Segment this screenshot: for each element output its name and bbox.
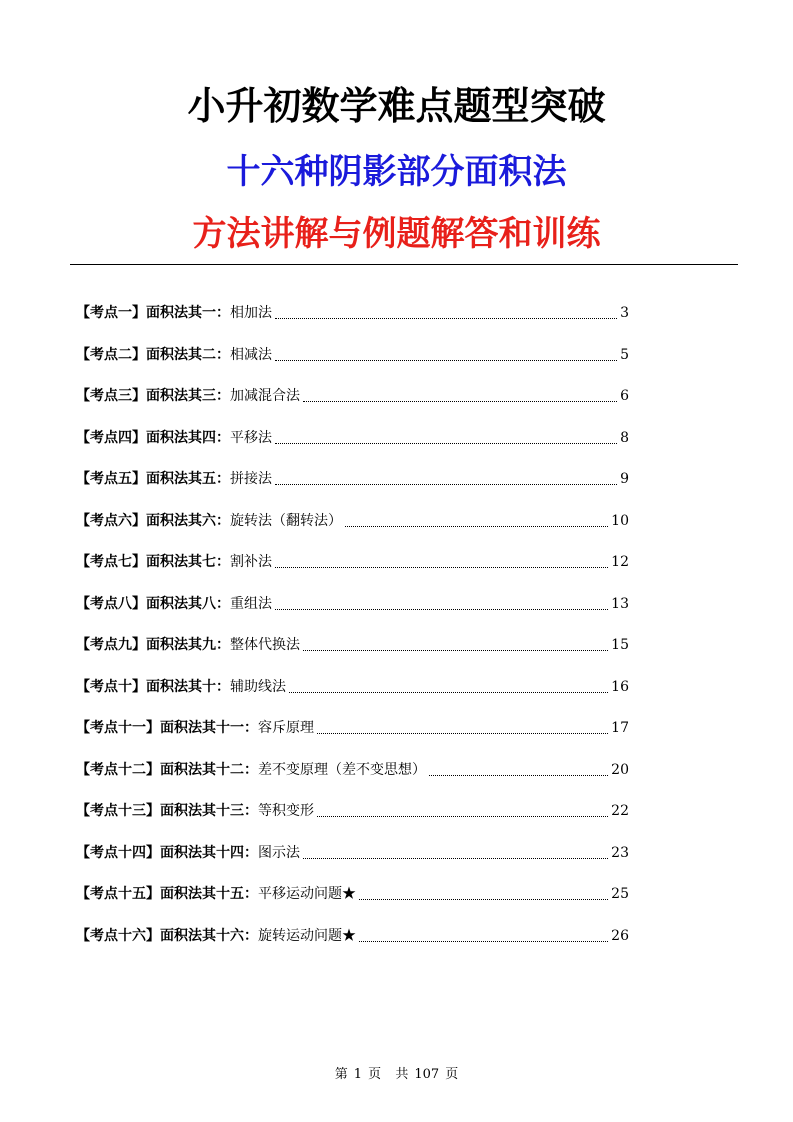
toc-page-number: 3 [620,305,629,321]
toc-title: 相减法 [230,346,272,363]
toc-label: 【考点十六】面积法其十六： [76,927,258,944]
toc-title: 割补法 [230,554,272,570]
toc-entry-8[interactable] [76,591,629,613]
toc-label: 【考点十三】面积法其十三： [76,803,258,819]
toc-label: 【考点十一】面积法其十一： [76,720,258,736]
footer-total-prefix: 共 [395,1067,409,1082]
toc-title: 容斥原理 [258,720,314,736]
toc-label: 【考点十二】面积法其十二： [76,761,258,778]
toc-leader [303,401,617,402]
toc-entry-5[interactable] [76,466,629,488]
toc-leader [275,318,617,319]
toc-leader [359,899,608,900]
footer-total-pages: 107 [414,1067,440,1082]
toc-leader [429,775,608,776]
toc-leader [317,816,608,817]
toc-title: 重组法 [230,595,272,612]
toc-entry-10[interactable] [76,674,629,696]
toc-title: 旋转法（翻转法） [230,512,342,529]
toc-leader [303,650,608,651]
toc-page-number: 6 [620,388,629,404]
document-method-title: 方法讲解与例题解答和训练 [192,214,601,254]
toc-title: 相加法 [230,305,272,321]
toc-title: 平移运动问题★ [258,886,356,902]
toc-page-number: 17 [611,720,629,736]
toc-page-number: 22 [611,803,629,819]
toc-entry-12[interactable] [76,757,629,779]
toc-title: 旋转运动问题★ [258,927,356,944]
toc-entry-9[interactable] [76,632,629,654]
document-subtitle: 十六种阴影部分面积法 [226,152,567,192]
toc-page-number: 13 [611,595,629,612]
toc-page-number: 23 [611,844,629,861]
page-footer [0,1063,793,1082]
toc-entry-16[interactable] [76,923,629,945]
toc-title: 平移法 [230,429,272,446]
toc-title: 差不变原理（差不变思想） [258,761,426,778]
toc-entry-13[interactable] [76,798,629,820]
toc-page-number: 15 [611,637,629,653]
toc-page-number: 26 [611,927,629,944]
toc-leader [275,360,617,361]
toc-page-number: 10 [611,512,629,529]
toc-entry-6[interactable] [76,508,629,530]
footer-total-suffix: 页 [445,1067,459,1082]
toc-leader [275,443,617,444]
toc-entry-7[interactable] [76,549,629,571]
toc-title: 加减混合法 [230,388,300,404]
toc-label: 【考点六】面积法其六： [76,512,230,529]
toc-title: 图示法 [258,844,300,861]
toc-page-number: 20 [611,761,629,778]
toc-page-number: 12 [611,554,629,570]
toc-page-number: 25 [611,886,629,902]
toc-label: 【考点十四】面积法其十四： [76,844,258,861]
toc-entry-15[interactable] [76,881,629,903]
toc-leader [289,692,608,693]
toc-label: 【考点七】面积法其七： [76,554,230,570]
toc-entry-4[interactable] [76,425,629,447]
toc-leader [317,733,608,734]
toc-leader [345,526,608,527]
toc-label: 【考点十五】面积法其十五： [76,886,258,902]
footer-page-prefix: 第 [334,1067,348,1082]
toc-label: 【考点三】面积法其三： [76,388,230,404]
toc-label: 【考点四】面积法其四： [76,429,230,446]
toc-page-number: 16 [611,678,629,695]
toc-leader [275,567,608,568]
toc-label: 【考点十】面积法其十： [76,678,230,695]
toc-page-number: 5 [620,346,629,363]
toc-label: 【考点九】面积法其九： [76,637,230,653]
toc-leader [275,609,608,610]
toc-leader [303,858,608,859]
footer-page-number: 1 [353,1067,363,1082]
title-divider [70,264,738,265]
toc-entry-3[interactable] [76,383,629,405]
toc-label: 【考点二】面积法其二： [76,346,230,363]
toc-entry-11[interactable] [76,715,629,737]
toc-page-number: 9 [620,471,629,487]
toc-entry-1[interactable] [76,300,629,322]
toc-title: 辅助线法 [230,678,286,695]
toc-entry-2[interactable] [76,342,629,364]
toc-label: 【考点八】面积法其八： [76,595,230,612]
toc-title: 拼接法 [230,471,272,487]
toc-label: 【考点五】面积法其五： [76,471,230,487]
toc-entry-14[interactable] [76,840,629,862]
toc-leader [359,941,608,942]
footer-page-suffix: 页 [368,1067,382,1082]
toc-title: 等积变形 [258,803,314,819]
toc-label: 【考点一】面积法其一： [76,305,230,321]
document-title: 小升初数学难点题型突破 [187,84,606,128]
toc-page-number: 8 [620,429,629,446]
toc-title: 整体代换法 [230,637,300,653]
toc-leader [275,484,617,485]
